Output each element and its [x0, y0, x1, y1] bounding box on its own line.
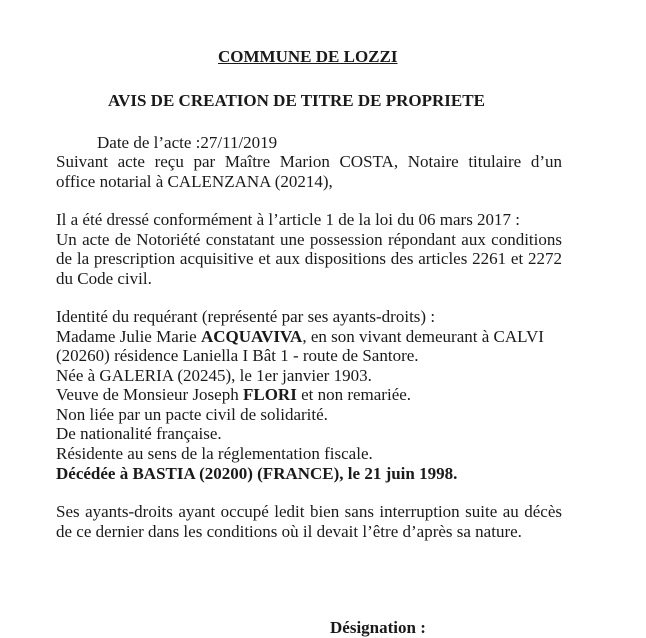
veuve-name: FLORI: [242, 385, 297, 404]
identite-death: Décédée à BASTIA (20200) (FRANCE), le 21 juin 1998.: [56, 464, 458, 483]
acte-notaire: Suivant acte reçu par Maître Marion COSTA, Notaire titulaire d’un: [56, 152, 562, 171]
acte-office: office notarial à CALENZANA (20214),: [56, 172, 333, 191]
madame-prefix: Madame Julie Marie: [56, 327, 201, 346]
identite-heading: Identité du requérant (représenté par ses ayants-droits) :: [56, 307, 436, 326]
loi-line-2: Un acte de Notoriété constatant une possession répondant aux conditions: [56, 230, 562, 249]
commune-title: COMMUNE DE LOZZI: [218, 47, 398, 66]
loi-line-4: du Code civil.: [56, 269, 152, 288]
veuve-suffix: et non remariée.: [296, 385, 412, 404]
document-title: AVIS DE CREATION DE TITRE DE PROPRIETE: [108, 91, 485, 110]
acte-date: Date de l’acte :27/11/2019: [97, 133, 278, 152]
ayants-line-2: de ce dernier dans les conditions où il devait l’être d’après sa nature.: [56, 522, 522, 541]
veuve-prefix: Veuve de Monsieur Joseph: [56, 385, 243, 404]
loi-line-1: Il a été dressé conformément à l’article 1 de la loi du 06 mars 2017 :: [56, 210, 521, 229]
identite-nationality: De nationalité française.: [56, 424, 222, 443]
ayants-line-1: Ses ayants-droits ayant occupé ledit bien sans interruption suite au décès: [56, 502, 562, 521]
identite-birth: Née à GALERIA (20245), le 1er janvier 1903.: [56, 366, 372, 385]
identite-address: (20260) résidence Laniella I Bât 1 - route de Santore.: [56, 346, 419, 365]
identite-veuve: [56, 385, 411, 405]
identite-resident: Résidente au sens de la réglementation fiscale.: [56, 444, 373, 463]
loi-line-3: de la prescription acquisitive et aux dispositions des articles 2261 et 2272: [56, 249, 562, 268]
identite-pacs: Non liée par un pacte civil de solidarité.: [56, 405, 328, 424]
madame-suffix: , en son vivant demeurant à CALVI: [302, 327, 544, 346]
identite-madame: [56, 327, 544, 347]
designation-heading: Désignation :: [330, 618, 426, 637]
madame-name: ACQUAVIVA: [200, 327, 303, 346]
